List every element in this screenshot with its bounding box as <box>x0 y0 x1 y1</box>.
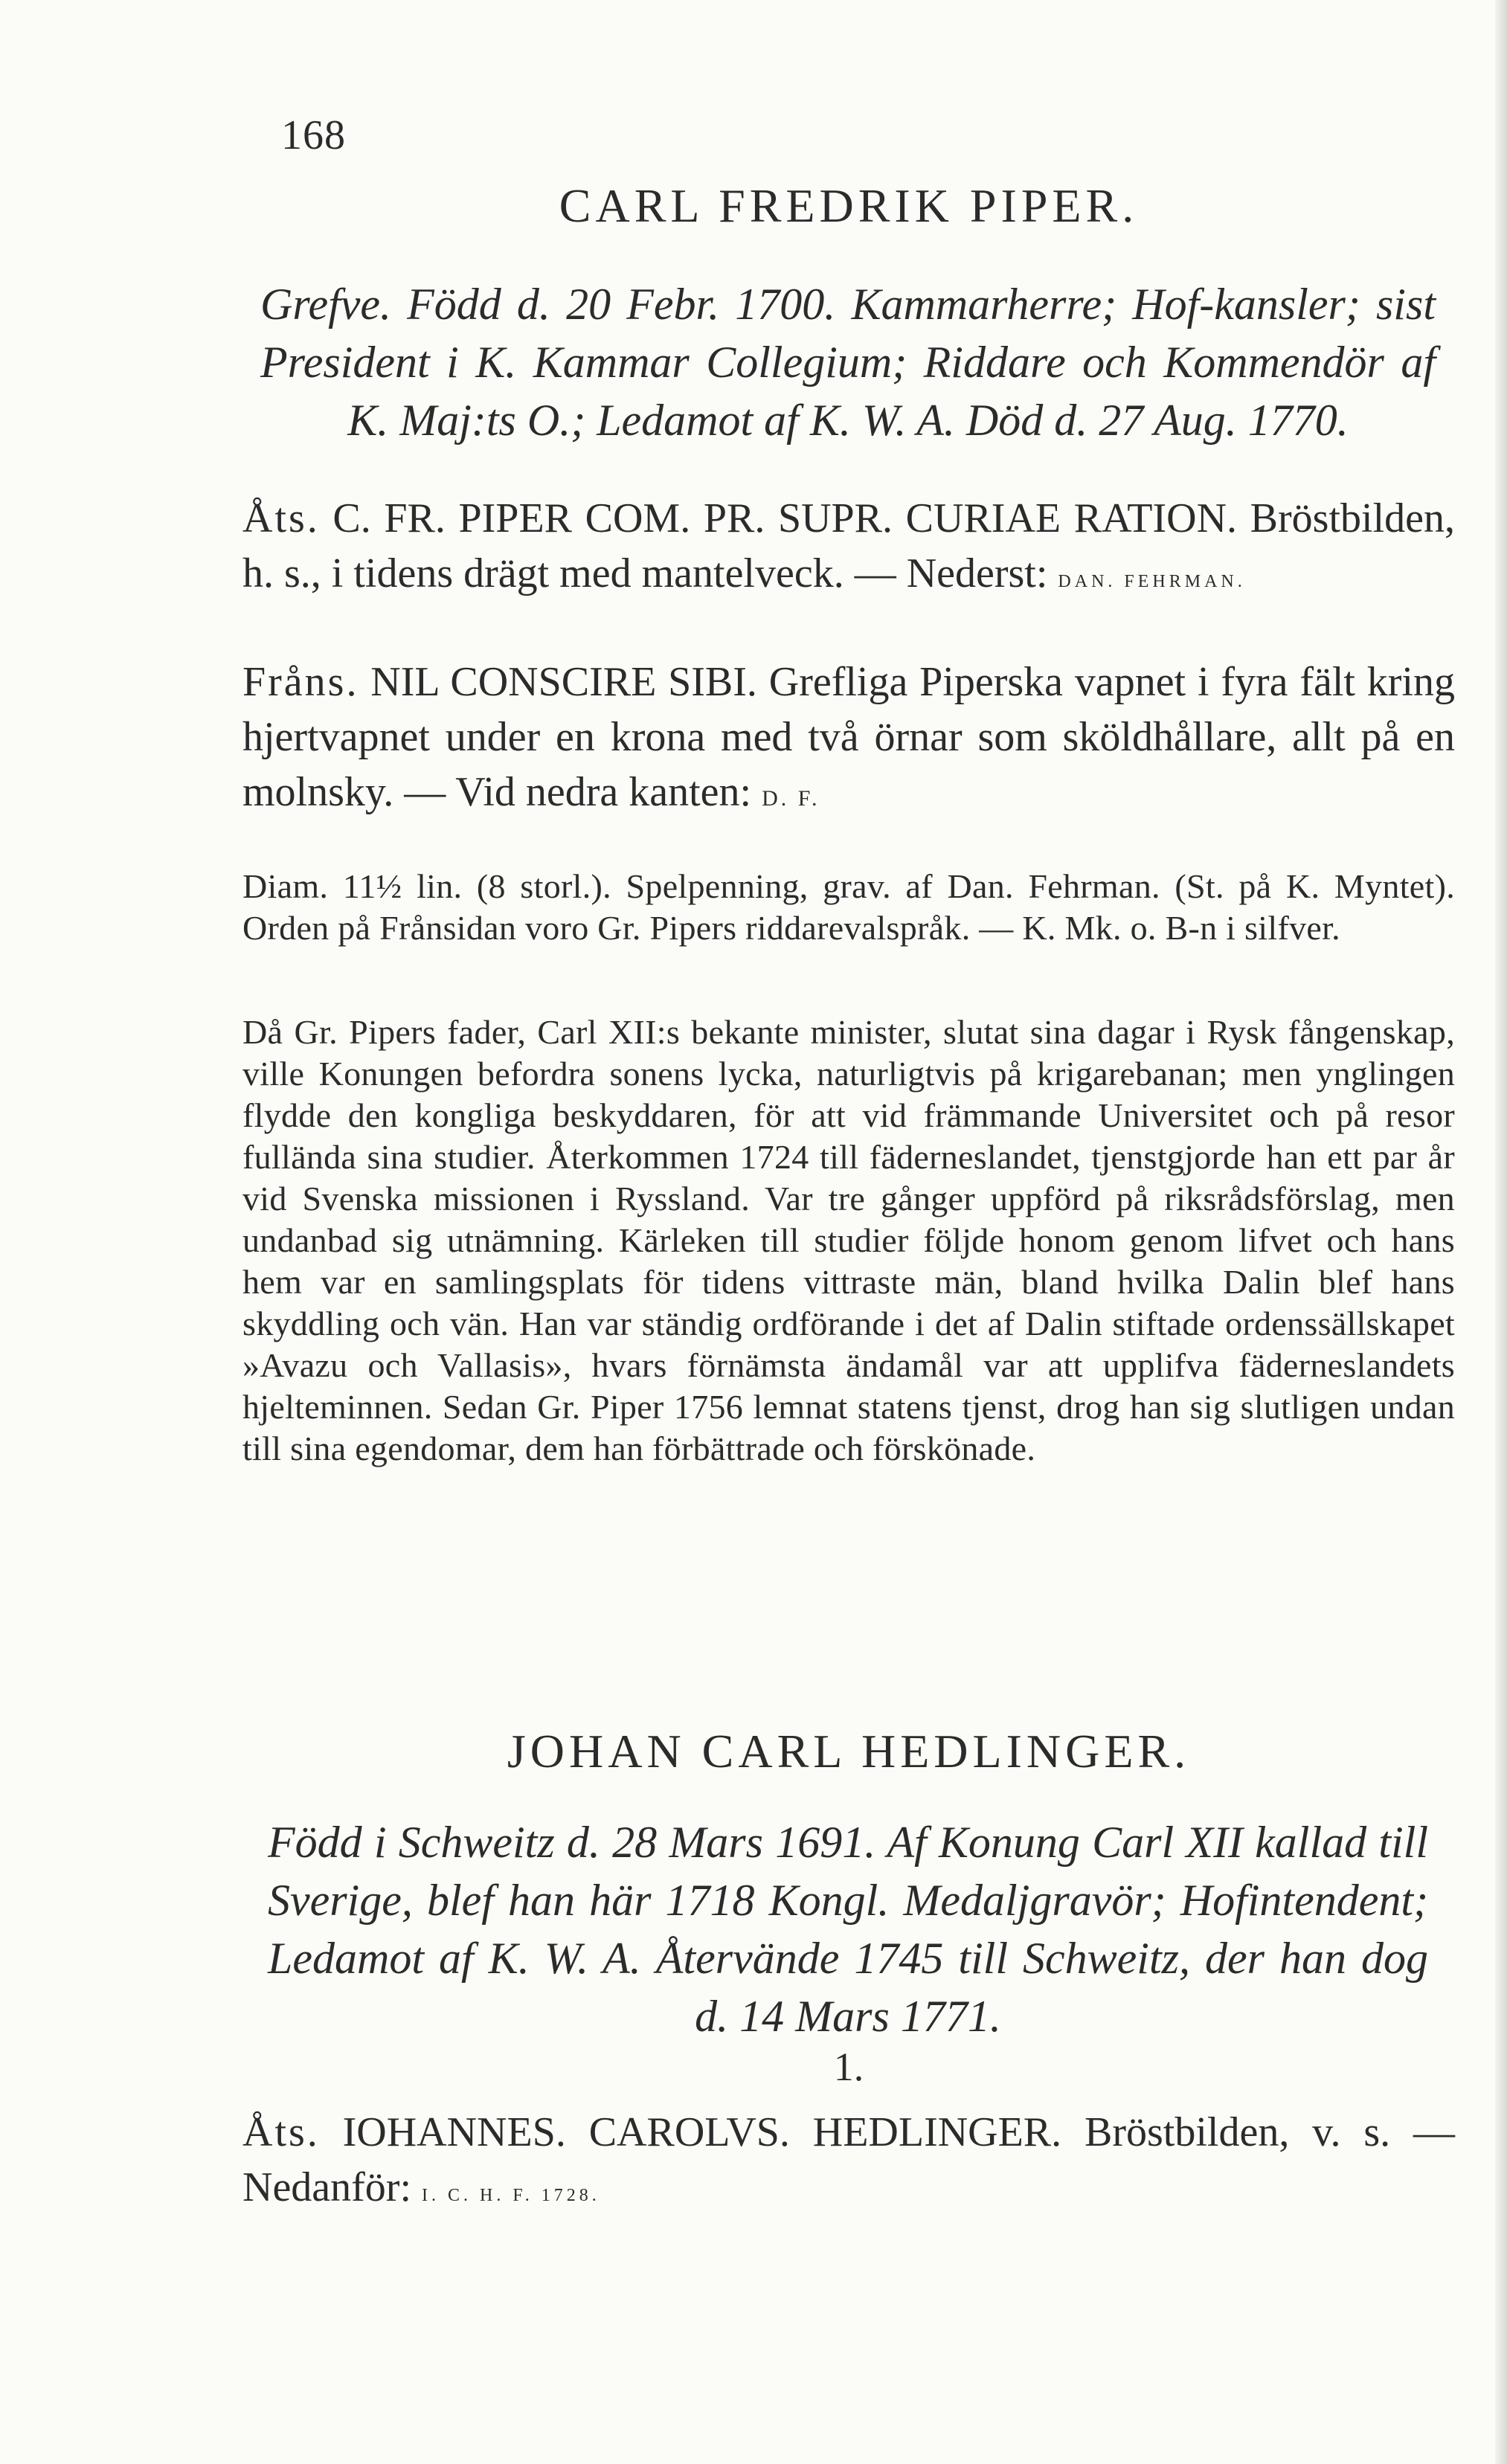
medal-number-block <box>242 2044 1455 2090</box>
obverse-block <box>242 2105 1455 2223</box>
reverse-description <box>242 654 1455 826</box>
reverse-signature: D. F. <box>762 786 820 811</box>
obverse-description <box>242 2105 1455 2223</box>
history-block <box>242 1011 1455 1470</box>
engraver-signature: I. C. H. F. 1728. <box>422 2186 600 2205</box>
obverse-label: Åts. <box>242 495 320 541</box>
medal-details: Diam. 11½ lin. (8 storl.). Spelpenning, grav. af Dan. Fehrman. (St. på K. Myntet). Orden på Frånsidan voro Gr. Pipers riddarevalspråk. — K. Mk. o. B-n i silfver. <box>242 867 1455 947</box>
entry-bio: Grefve. Född d. 20 Febr. 1700. Kammarherre; Hof-kansler; sist President i K. Kammar Collegium; Riddare och Kommendör af K. Maj:ts O.; Ledamot af K. W. A. Död d. 27 Aug. 1770. <box>260 280 1436 445</box>
obverse-label: Åts. <box>242 2109 320 2155</box>
reverse-text: NIL CONSCIRE SIBI. Grefliga Piperska vapnet i fyra fält kring hjertvapnet under en krona med två örnar som sköldhållare, allt på en molnsky. — Vid nedra kanten: <box>242 659 1455 815</box>
history-text: Då Gr. Pipers fader, Carl XII:s bekante minister, slutat sina dagar i Rysk fångenskap, ville Konungen befordra sonens lycka, naturligtvis på krigarebanan; men ynglingen flydde den kongliga beskyddaren, för att vid främmande Universitet och på resor fullända sina studier. Återkommen 1724 till fäderneslandet, tjenstgjorde han ett par år vid Svenska missionen i Ryssland. Var tre gånger uppförd på riksrådsförslag, men undanbad sig utnämning. Kärleken till studier följde honom genom lifvet och hans hem var en samlingsplats för tidens vittraste män, bland hvilka Dalin blef hans skyddling och vän. Han var ständig ordförande i det af Dalin stiftade ordenssällskapet »Avazu och Vallasis», hvars förnämsta ändamål var att upplifva fäderneslandets hjelteminnen. Sedan Gr. Piper 1756 lemnat statens tjenst, drog han sig slutligen undan till sina egendomar, dem han förbättrade och förskönade. <box>242 1013 1455 1467</box>
entry-bio: Född i Schweitz d. 28 Mars 1691. Af Konung Carl XII kallad till Sverige, blef han här 1718 Kongl. Medaljgravör; Hofintendent; Ledamot af K. W. A. Återvände 1745 till Schweitz, der han dog d. 14 Mars 1771. <box>268 1818 1428 2041</box>
entry-bio-block <box>260 275 1436 449</box>
entry-title: JOHAN CARL HEDLINGER. <box>507 1725 1191 1778</box>
medal-details-block <box>242 866 1455 949</box>
engraver-signature: DAN. FEHRMAN. <box>1058 572 1246 591</box>
medal-number: 1. <box>833 2045 864 2089</box>
entry-bio-block <box>268 1813 1428 2045</box>
page-edge <box>1495 0 1507 2464</box>
entry-title: CARL FREDRIK PIPER. <box>559 179 1139 232</box>
entry-title-block <box>242 1724 1455 1779</box>
reverse-block <box>242 654 1455 826</box>
reverse-label: Fråns. <box>242 659 359 705</box>
page-number: 168 <box>281 112 346 158</box>
obverse-text: C. FR. PIPER COM. PR. SUPR. CURIAE RATION. Bröstbilden, h. s., i tidens drägt med mantelveck. — Nederst: <box>242 495 1455 596</box>
obverse-text: IOHANNES. CAROLVS. HEDLINGER. Bröstbilden, v. s. — Nedanför: <box>242 2109 1456 2210</box>
entry-title-block <box>242 178 1455 234</box>
obverse-block <box>242 491 1455 609</box>
obverse-description <box>242 491 1455 609</box>
